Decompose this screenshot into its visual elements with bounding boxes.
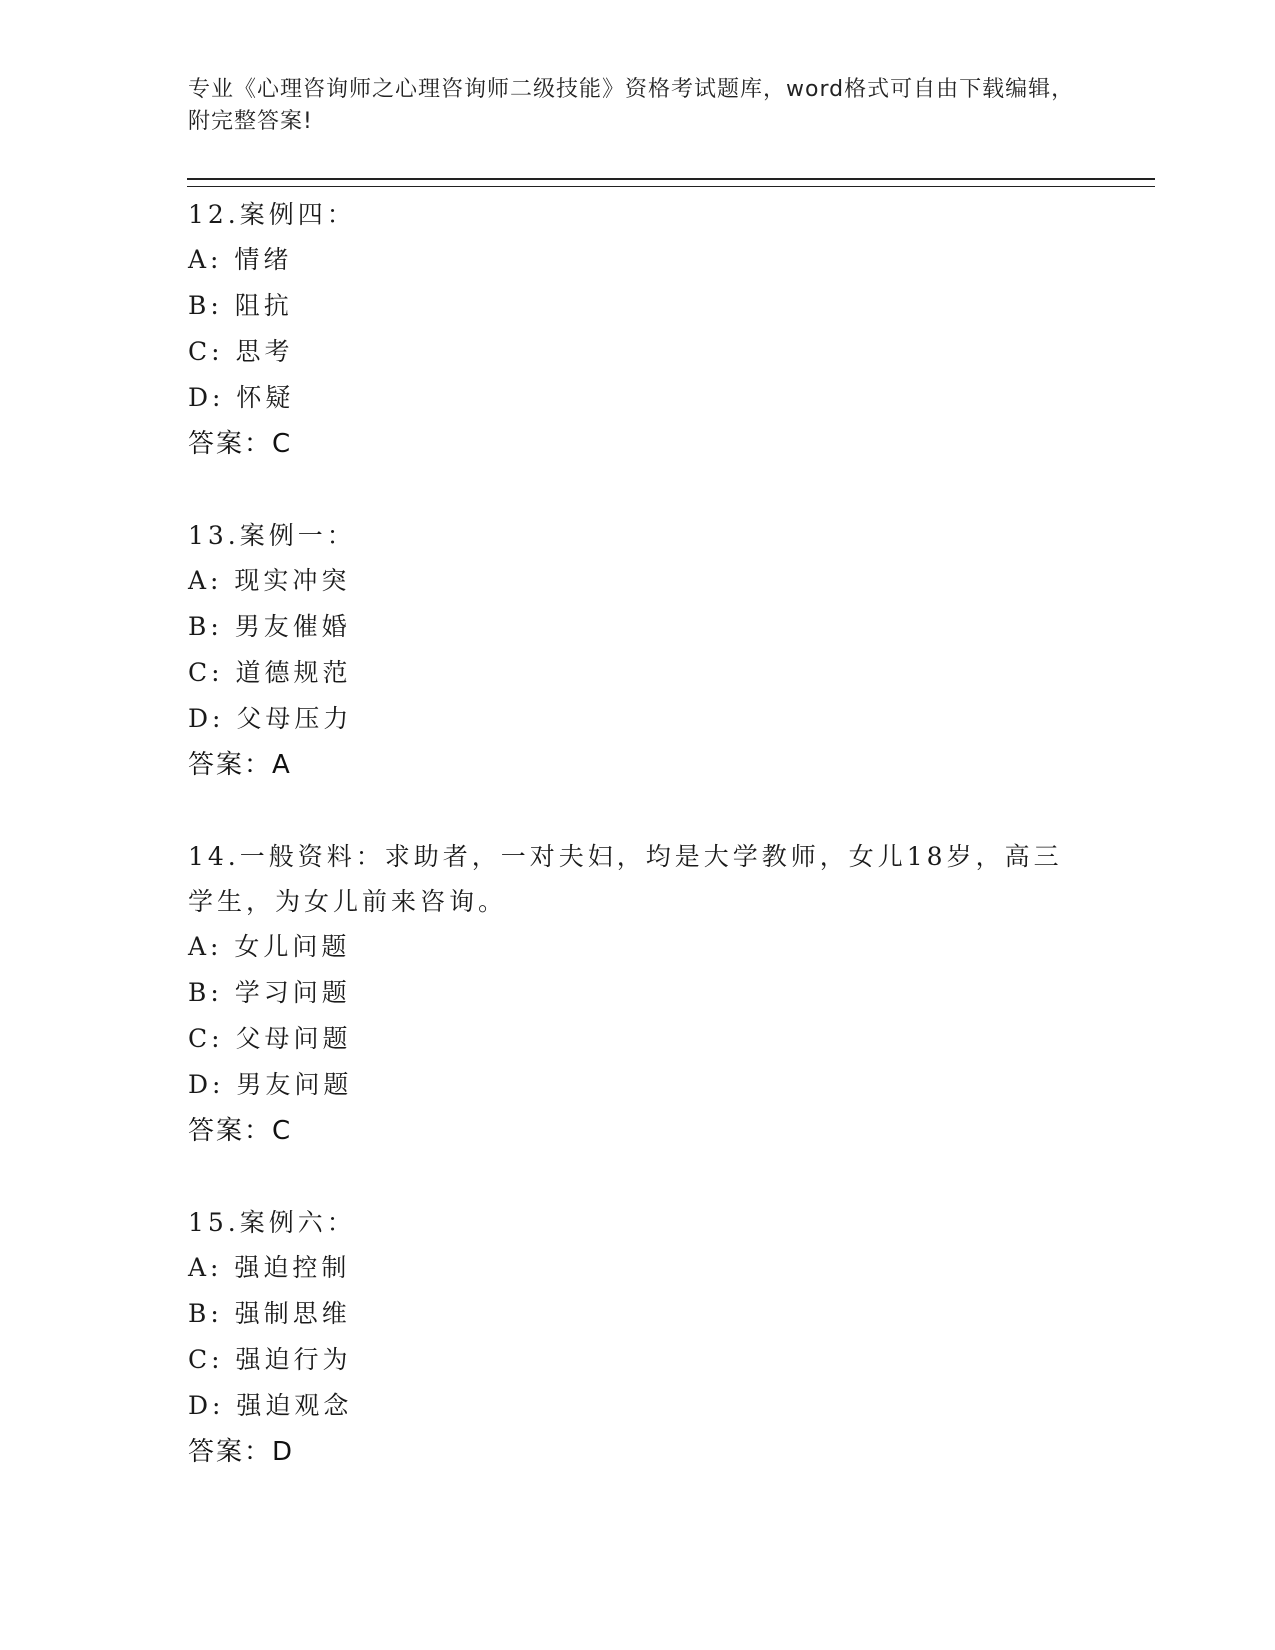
- question-15: [188, 1200, 1088, 1475]
- document-header: 专业《心理咨询师之心理咨询师二级技能》资格考试题库，word格式可自由下载编辑，附完整答案!: [188, 77, 1075, 134]
- question-stem: 12.案例四：: [188, 200, 356, 229]
- option-b: B: 学习问题: [188, 978, 351, 1007]
- spacer: [188, 467, 1088, 513]
- option-c: C: 思考: [188, 337, 294, 366]
- option-d: D: 父母压力: [188, 704, 353, 733]
- option-b: B: 男友催婚: [188, 612, 351, 641]
- option-d: D: 怀疑: [188, 383, 295, 412]
- question-stem: 13.案例一：: [188, 521, 356, 550]
- question-14: [188, 834, 1088, 1154]
- question-list: [188, 192, 1088, 1475]
- answer-text: 答案：C: [188, 1116, 293, 1146]
- option-a: A: 强迫控制: [188, 1253, 351, 1282]
- option-d: D: 强迫观念: [188, 1391, 353, 1420]
- question-13: [188, 513, 1088, 788]
- option-d: D: 男友问题: [188, 1070, 353, 1099]
- option-a: A: 女儿问题: [188, 932, 351, 961]
- question-stem: 15.案例六：: [188, 1208, 356, 1237]
- answer-text: 答案：A: [188, 750, 292, 780]
- answer-text: 答案：C: [188, 429, 293, 459]
- option-b: B: 强制思维: [188, 1299, 351, 1328]
- question-12: [188, 192, 1088, 467]
- option-a: A: 情绪: [188, 245, 293, 274]
- option-a: A: 现实冲突: [188, 566, 351, 595]
- option-b: B: 阻抗: [188, 291, 293, 320]
- question-stem: 14.一般资料：求助者，一对夫妇，均是大学教师，女儿18岁，高三学生，为女儿前来咨询。: [188, 842, 1063, 916]
- spacer: [188, 1154, 1088, 1200]
- option-c: C: 道德规范: [188, 658, 352, 687]
- option-c: C: 强迫行为: [188, 1345, 352, 1374]
- option-c: C: 父母问题: [188, 1024, 352, 1053]
- spacer: [188, 788, 1088, 834]
- answer-text: 答案：D: [188, 1437, 295, 1467]
- header-divider: [187, 178, 1155, 187]
